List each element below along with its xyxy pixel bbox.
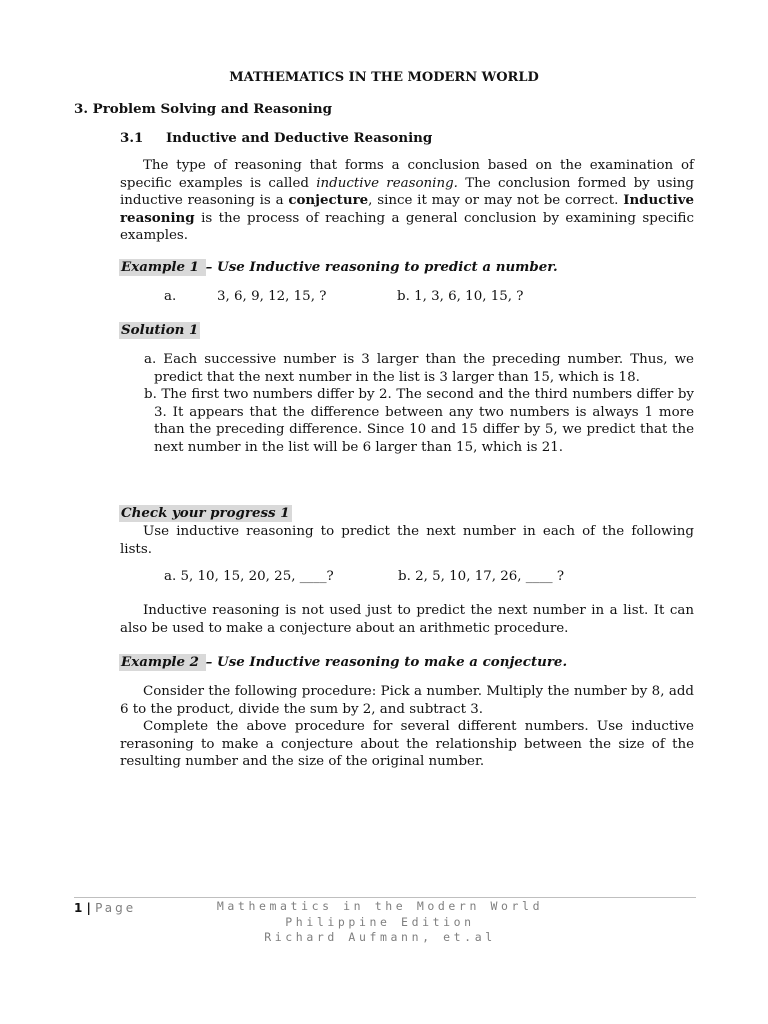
- example-2-heading: [119, 654, 567, 672]
- subsection-title: Inductive and Deductive Reasoning: [166, 130, 433, 146]
- example-1-a-letter: a.: [164, 289, 177, 304]
- example-1-b-sequence: b. 1, 3, 6, 10, 15, ?: [397, 289, 524, 304]
- progress-1-b: b. 2, 5, 10, 17, 26, ____ ?: [398, 569, 565, 584]
- page-word: Page: [95, 901, 137, 915]
- keyword-inductive-reasoning: Inductive reasoning: [120, 192, 695, 226]
- example-1-label: Example 1: [121, 259, 204, 275]
- solution-1-item-a: a. Each successive number is 3 larger than the preceding number. Thus, we predict that the next number in the list is 3 larger than 15, which is 18.: [144, 352, 694, 385]
- footer-page-number: [74, 900, 136, 918]
- keyword-conjecture: conjecture: [288, 192, 369, 208]
- footer-citation: [200, 899, 560, 946]
- subsection-heading: [120, 130, 432, 148]
- solution-1-heading: [119, 322, 200, 340]
- solution-1-item-b: b. The first two numbers differ by 2. The second and the third numbers differ by 3. It appears that the difference between any two numbers is always 1 more than the preceding difference. Since 10 and 15 differ by 5, we predict that the next number in the list will be 6 larger than 15, which is 21.: [144, 387, 694, 455]
- solution-1-label: Solution 1: [121, 322, 199, 338]
- example-2-label: Example 2: [121, 654, 204, 670]
- intro-text-3: , since it may or may not be correct.: [368, 193, 624, 208]
- progress-1-sequences: [0, 568, 768, 586]
- section-heading: 3. Problem Solving and Reasoning: [74, 101, 332, 117]
- intro-text-4: is the process of reaching a general conclusion by examining specific examples.: [120, 210, 694, 243]
- progress-1-a: a. 5, 10, 15, 20, 25, ____?: [164, 569, 334, 584]
- example-1-title: – Use Inductive reasoning to predict a number.: [205, 259, 558, 275]
- footer-divider: [74, 897, 696, 898]
- progress-1-text: Use inductive reasoning to predict the next number in each of the following lists.: [120, 524, 694, 557]
- page-separator: |: [82, 901, 96, 915]
- intro-emphasis: inductive reasoning.: [316, 175, 458, 191]
- example-2-body: [120, 683, 694, 771]
- footer-book-title: Mathematics in the Modern World: [216, 899, 544, 913]
- example-1-a-sequence: 3, 6, 9, 12, 15, ?: [217, 289, 327, 304]
- subsection-number: 3.1: [120, 130, 144, 146]
- example-2-paragraph-1: Consider the following procedure: Pick a number. Multiply the number by 8, add 6 to the product, divide the sum by 2, and subtract 3.: [120, 684, 694, 717]
- intro-text-1: The type of reasoning that forms a conclusion based on the examination of specific examples is called: [120, 158, 694, 191]
- footer-author: Richard Aufmann, et.al: [264, 930, 496, 944]
- progress-1-heading: [119, 505, 292, 523]
- footer-edition: Philippine Edition: [285, 914, 475, 929]
- solution-1-list: [144, 351, 694, 456]
- document-title: MATHEMATICS IN THE MODERN WORLD: [229, 70, 539, 85]
- arithmetic-paragraph: [120, 602, 694, 637]
- intro-paragraph: [120, 157, 694, 245]
- example-2-title: – Use Inductive reasoning to make a conjecture.: [205, 654, 568, 670]
- example-1-heading: [119, 259, 558, 277]
- arithmetic-text: Inductive reasoning is not used just to predict the next number in a list. It can also be used to make a conjecture about an arithmetic procedure.: [120, 603, 694, 636]
- example-1-sequences: [0, 288, 768, 306]
- intro-text-2: The conclusion formed by using inductive reasoning is a: [120, 175, 694, 208]
- page-number: 1: [74, 901, 83, 915]
- progress-1-paragraph: [120, 523, 694, 558]
- example-2-paragraph-2: Complete the above procedure for several different numbers. Use inductive rerasoning to make a conjecture about the relationship between the size of the resulting number and the size of the original number.: [120, 719, 694, 769]
- progress-1-label: Check your progress 1: [121, 505, 290, 521]
